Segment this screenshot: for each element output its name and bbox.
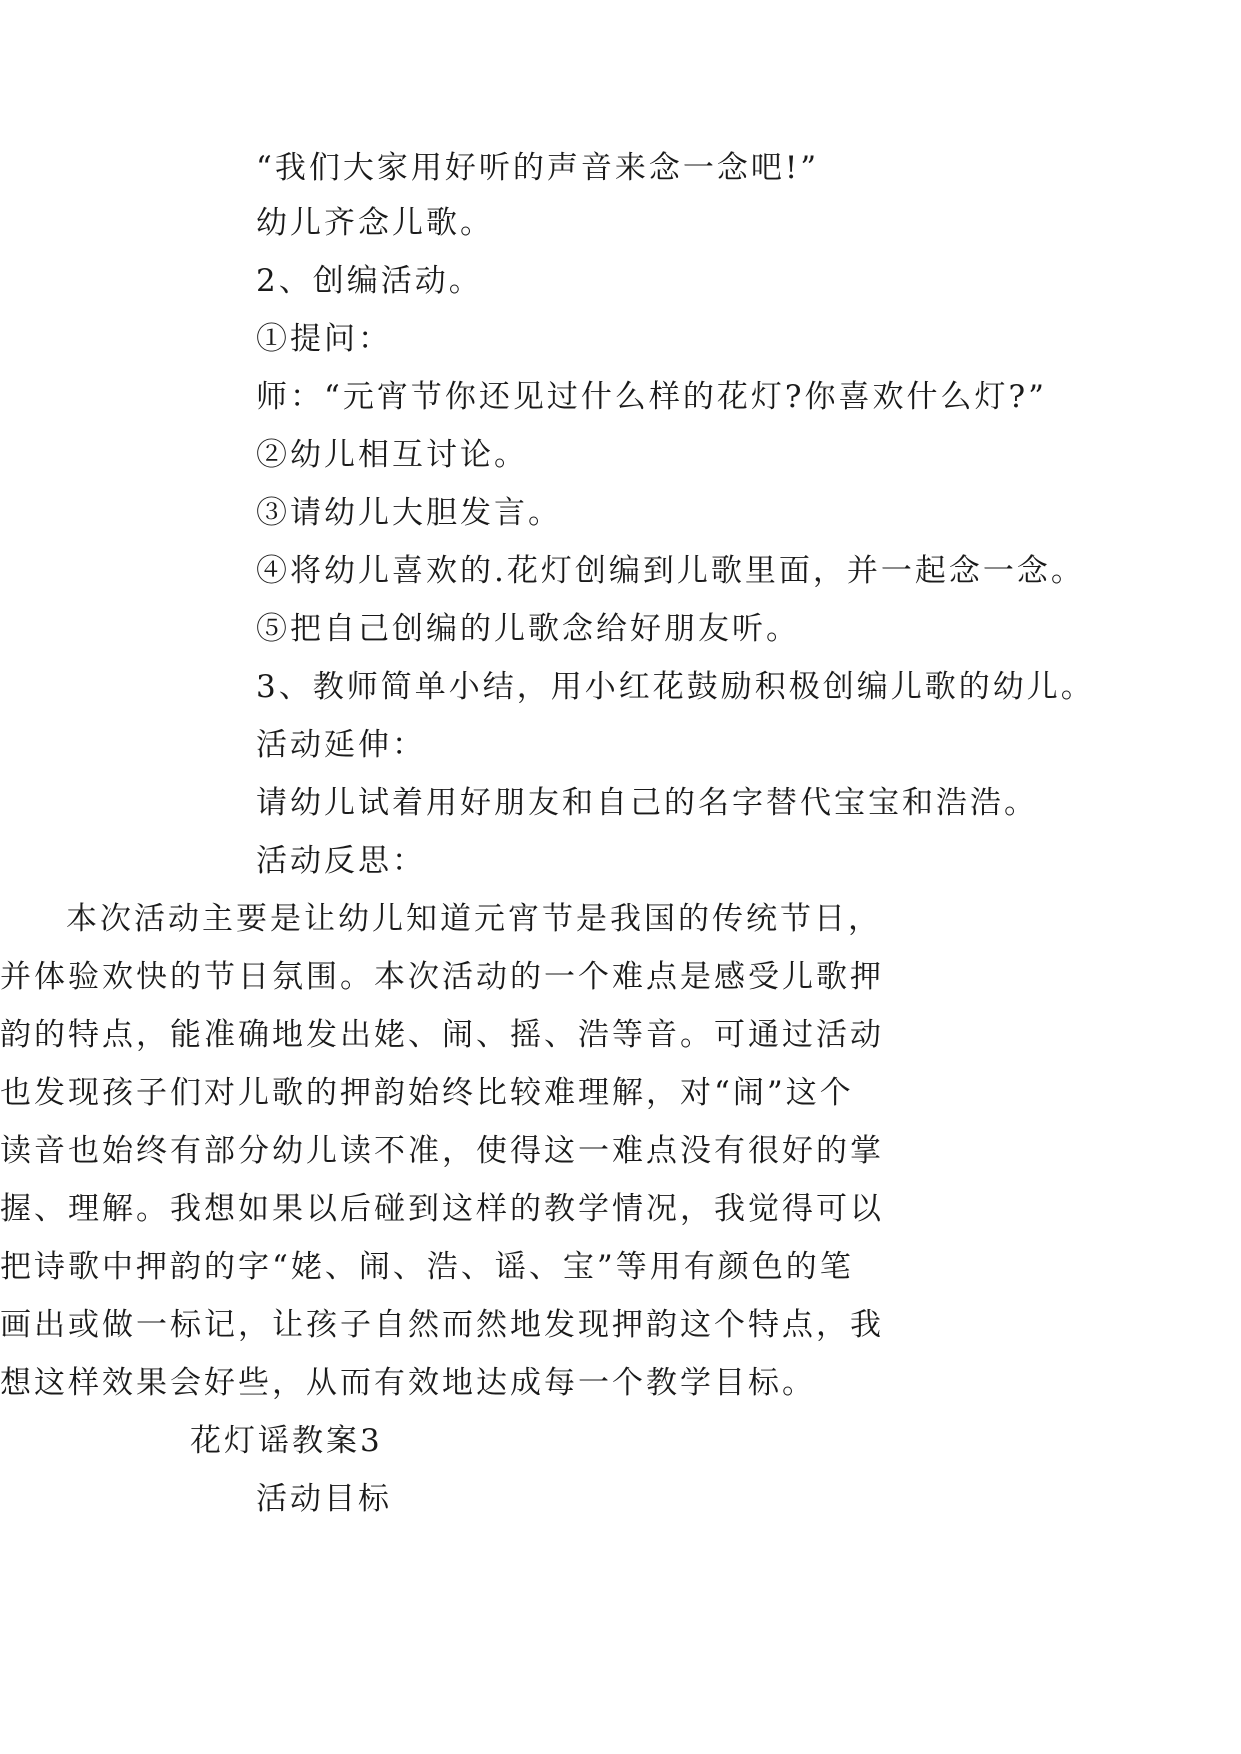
subheading: 活动目标	[256, 1481, 392, 1517]
text-line: ②幼儿相互讨论。	[256, 437, 528, 473]
paragraph-line: 画出或做一标记，让孩子自然而然地发现押韵这个特点，我	[0, 1307, 884, 1343]
text-line: 2、创编活动。	[256, 263, 483, 299]
text-line: ④将幼儿喜欢的.花灯创编到儿歌里面，并一起念一念。	[256, 553, 1085, 589]
paragraph-line: 把诗歌中押韵的字“姥、闹、浩、谣、宝”等用有颜色的笔	[0, 1249, 854, 1285]
paragraph-line: 并体验欢快的节日氛围。本次活动的一个难点是感受儿歌押	[0, 959, 884, 995]
text-line: “我们大家用好听的声音来念一念吧!”	[256, 150, 820, 186]
text-line: 师：“元宵节你还见过什么样的花灯?你喜欢什么灯?”	[256, 379, 1047, 415]
paragraph-line: 也发现孩子们对儿歌的押韵始终比较难理解，对“闹”这个	[0, 1075, 854, 1111]
paragraph-line: 想这样效果会好些，从而有效地达成每一个教学目标。	[0, 1365, 816, 1401]
text-line: ⑤把自己创编的儿歌念给好朋友听。	[256, 611, 800, 647]
paragraph-line: 韵的特点，能准确地发出姥、闹、摇、浩等音。可通过活动	[0, 1017, 884, 1053]
text-line: 活动延伸：	[256, 727, 426, 763]
text-line: 幼儿齐念儿歌。	[256, 205, 494, 241]
text-line: ①提问：	[256, 321, 392, 357]
text-line: 3、教师简单小结，用小红花鼓励积极创编儿歌的幼儿。	[256, 669, 1095, 705]
paragraph-line: 本次活动主要是让幼儿知道元宵节是我国的传统节日，	[66, 901, 882, 937]
paragraph-line: 握、理解。我想如果以后碰到这样的教学情况，我觉得可以	[0, 1191, 884, 1227]
paragraph-line: 读音也始终有部分幼儿读不准，使得这一难点没有很好的掌	[0, 1133, 884, 1169]
text-line: 活动反思：	[256, 843, 426, 879]
text-line: ③请幼儿大胆发言。	[256, 495, 562, 531]
section-title: 花灯谣教案3	[190, 1423, 383, 1459]
text-line: 请幼儿试着用好朋友和自己的名字替代宝宝和浩浩。	[256, 785, 1038, 821]
